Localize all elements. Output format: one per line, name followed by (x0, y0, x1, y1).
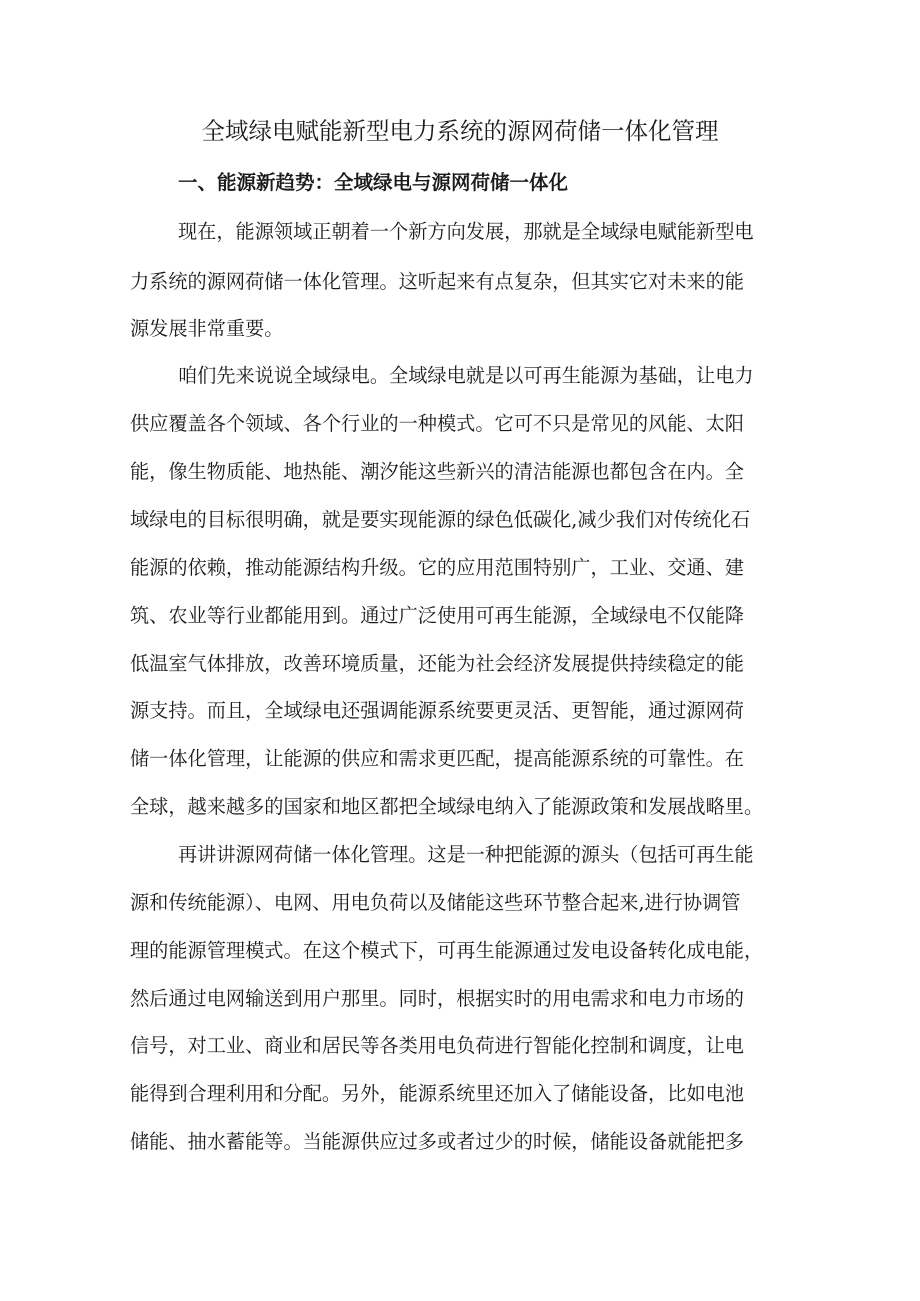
paragraph-line: 理的能源管理模式。在这个模式下，可再生能源通过发电设备转化成电能， (130, 939, 764, 962)
paragraph-line: 源和传统能源）、电网、用电负荷以及储能这些环节整合起来,进行协调管 (130, 891, 741, 914)
paragraph-line: 源发展非常重要。 (130, 317, 284, 340)
paragraph-line: 力系统的源网荷储一体化管理。这听起来有点复杂，但其实它对未来的能 (130, 270, 744, 293)
paragraph-line: 能源的依赖，推动能源结构升级。它的应用范围特别广，工业、交通、建 (130, 556, 744, 579)
paragraph-line: 然后通过电网输送到用户那里。同时，根据实时的用电需求和电力市场的 (130, 987, 744, 1010)
document-title: 全域绿电赋能新型电力系统的源网荷储一体化管理 (201, 117, 719, 145)
paragraph-line: 再讲讲源网荷储一体化管理。这是一种把能源的源头（包括可再生能 (178, 843, 754, 866)
paragraph-line: 源支持。而且，全域绿电还强调能源系统要更灵活、更智能，通过源网荷 (130, 699, 744, 722)
paragraph-line: 咱们先来说说全域绿电。全域绿电就是以可再生能源为基础，让电力 (178, 364, 754, 387)
paragraph-line: 能得到合理利用和分配。另外，能源系统里还加入了储能设备，比如电池 (130, 1082, 744, 1105)
paragraph-line: 域绿电的目标很明确，就是要实现能源的绿色低碳化,减少我们对传统化石 (130, 508, 751, 531)
paragraph-line: 全球，越来越多的国家和地区都把全域绿电纳入了能源政策和发展战略里。 (130, 795, 764, 818)
paragraph-line: 储能、抽水蓄能等。当能源供应过多或者过少的时候，储能设备就能把多 (130, 1130, 744, 1153)
paragraph-line: 低温室气体排放，改善环境质量，还能为社会经济发展提供持续稳定的能 (130, 652, 744, 675)
paragraph-line: 现在，能源领域正朝着一个新方向发展，那就是全域绿电赋能新型电 (178, 220, 754, 243)
paragraph-line: 筑、农业等行业都能用到。通过广泛使用可再生能源，全域绿电不仅能降 (130, 604, 744, 627)
section-heading: 一、能源新趋势：全域绿电与源网荷储一体化 (178, 171, 569, 194)
paragraph-line: 信号，对工业、商业和居民等各类用电负荷进行智能化控制和调度，让电 (130, 1034, 744, 1057)
paragraph-line: 储一体化管理，让能源的供应和需求更匹配，提高能源系统的可靠性。在 (130, 747, 744, 770)
paragraph-line: 能，像生物质能、地热能、潮汐能这些新兴的清洁能源也都包含在内。全 (130, 460, 744, 483)
paragraph-line: 供应覆盖各个领域、各个行业的一种模式。它可不只是常见的风能、太阳 (130, 412, 744, 435)
